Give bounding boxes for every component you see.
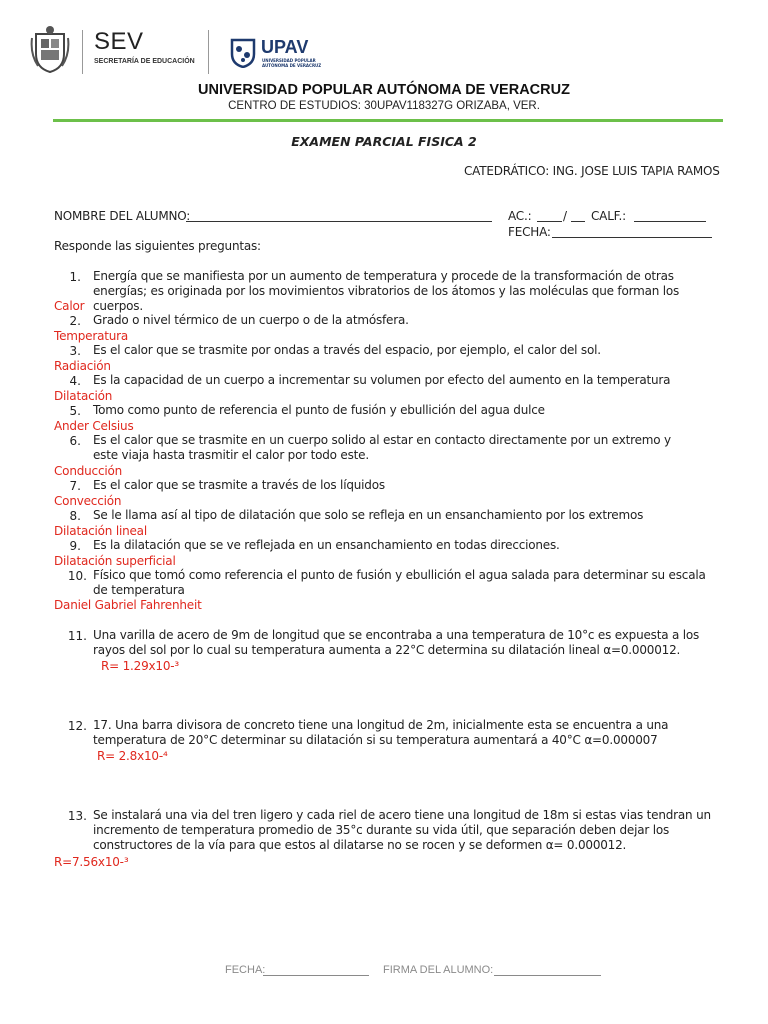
q12-number: 12. — [67, 719, 87, 733]
q1-answer: Calor — [54, 299, 85, 313]
logo-divider — [82, 30, 83, 74]
q13-number: 13. — [67, 809, 87, 823]
q4-text: Es la capacidad de un cuerpo a incrementar su volumen por efecto del aumento en la temperatura — [93, 373, 671, 387]
q4-answer: Dilatación — [54, 389, 113, 403]
student-name-label: NOMBRE DEL ALUMNO: — [54, 209, 191, 223]
q2-text: Grado o nivel térmico de un cuerpo o de la atmósfera. — [93, 313, 409, 327]
q9-text: Es la dilatación que se ve reflejada en un ensanchamiento en todas direcciones. — [93, 538, 560, 552]
sev-subtitle: SECRETARÍA DE EDUCACIÓN — [94, 58, 195, 65]
q5-text: Tomo como punto de referencia el punto de fusión y ebullición del agua dulce — [93, 403, 545, 417]
student-name-field[interactable] — [186, 210, 492, 222]
upav-logo-text: UPAV — [261, 37, 309, 57]
footer-firma-field[interactable] — [494, 975, 601, 976]
q11-answer: R= 1.29x10-³ — [101, 659, 180, 673]
professor-name: CATEDRÁTICO: ING. JOSE LUIS TAPIA RAMOS — [464, 164, 720, 178]
ac-field-2[interactable] — [571, 210, 585, 222]
header-green-rule — [53, 119, 723, 122]
ac-label: AC.: — [508, 209, 532, 223]
ac-separator: / — [563, 209, 567, 223]
q6-number: 6. — [69, 434, 81, 448]
q3-number: 3. — [69, 344, 81, 358]
q7-answer: Convección — [54, 494, 122, 508]
fecha-field[interactable] — [552, 226, 712, 238]
footer-fecha-field[interactable] — [263, 975, 369, 976]
ac-field-1[interactable] — [537, 210, 562, 222]
upav-subtitle-2: AUTÓNOMA DE VERACRUZ — [262, 63, 322, 68]
calf-label: CALF.: — [591, 209, 626, 223]
q3-answer: Radiación — [54, 359, 111, 373]
upav-subtitle-1: UNIVERSIDAD POPULAR — [262, 58, 316, 63]
q8-text: Se le llama así al tipo de dilatación que solo se refleja en un ensanchamiento por los extremos — [93, 508, 644, 522]
q7-text: Es el calor que se trasmite a través de los líquidos — [93, 478, 385, 492]
q1-number: 1. — [69, 270, 81, 284]
footer-firma-label: FIRMA DEL ALUMNO: — [383, 964, 494, 976]
q12-answer: R= 2.8x10-⁴ — [97, 749, 168, 763]
q11-text: Una varilla de acero de 9m de longitud que se encontraba a una temperatura de 10°c es expuesta a los rayos del sol por lo cual su temperatura aumenta a 22°C determina su dilatación lineal α=0.000012. — [93, 628, 700, 657]
fecha-label: FECHA: — [508, 225, 551, 239]
q3-text: Es el calor que se trasmite por ondas a través del espacio, por ejemplo, el calor del sol. — [93, 343, 601, 357]
q8-answer: Dilatación lineal — [54, 524, 147, 538]
logo-divider-2 — [208, 30, 209, 74]
instructions: Responde las siguientes preguntas: — [54, 239, 261, 253]
q9-number: 9. — [69, 539, 81, 553]
q2-number: 2. — [69, 314, 81, 328]
upav-shield-icon — [230, 38, 256, 72]
study-center: CENTRO DE ESTUDIOS: 30UPAV118327G ORIZABA, VER. — [228, 100, 540, 112]
q13-answer: R=7.56x10-³ — [54, 855, 129, 869]
q5-number: 5. — [69, 404, 81, 418]
sev-logo-text: SEV — [94, 28, 144, 55]
q7-number: 7. — [69, 479, 81, 493]
q1-text: Energía que se manifiesta por un aumento de temperatura y procede de la transformación de otras energías; es originada por los movimientos vibratorios de los átomos y las moléculas que forman los cuerpos. — [93, 269, 680, 313]
exam-title: EXAMEN PARCIAL FISICA 2 — [291, 134, 477, 149]
q6-answer: Conducción — [54, 464, 123, 478]
university-name: UNIVERSIDAD POPULAR AUTÓNOMA DE VERACRUZ — [198, 82, 570, 98]
veracruz-crest-logo — [30, 24, 70, 78]
q13-text: Se instalará una via del tren ligero y cada riel de acero tiene una longitud de 18m si estas vias tendran un incremento de temperatura promedio de 35°c durante su vida útil, que separación deben dejar los constructores de la vía para que estos al dilatarse no se rocen y se deformen α= 0.000012. — [93, 808, 711, 852]
q5-answer: Ander Celsius — [54, 419, 134, 433]
q11-number: 11. — [67, 629, 87, 643]
q12-text: 17. Una barra divisora de concreto tiene una longitud de 2m, inicialmente esta se encuentra a una temperatura de 20°C determinar su dilatación si su temperatura aumentará a 40°C α=0.000007 — [93, 718, 669, 747]
q10-number: 10. — [67, 569, 87, 583]
q2-answer: Temperatura — [54, 329, 129, 343]
footer-fecha-label: FECHA: — [225, 964, 266, 976]
q9-answer: Dilatación superficial — [54, 554, 176, 568]
q10-answer: Daniel Gabriel Fahrenheit — [54, 598, 202, 612]
calf-field[interactable] — [634, 210, 706, 222]
q4-number: 4. — [69, 374, 81, 388]
q10-text: Físico que tomó como referencia el punto de fusión y ebullición el agua salada para determinar su escala de temperatura — [93, 568, 706, 597]
q8-number: 8. — [69, 509, 81, 523]
q6-text: Es el calor que se trasmite en un cuerpo solido al estar en contacto directamente por un extremo y este viaja hasta trasmitir el calor por todo este. — [93, 433, 671, 462]
